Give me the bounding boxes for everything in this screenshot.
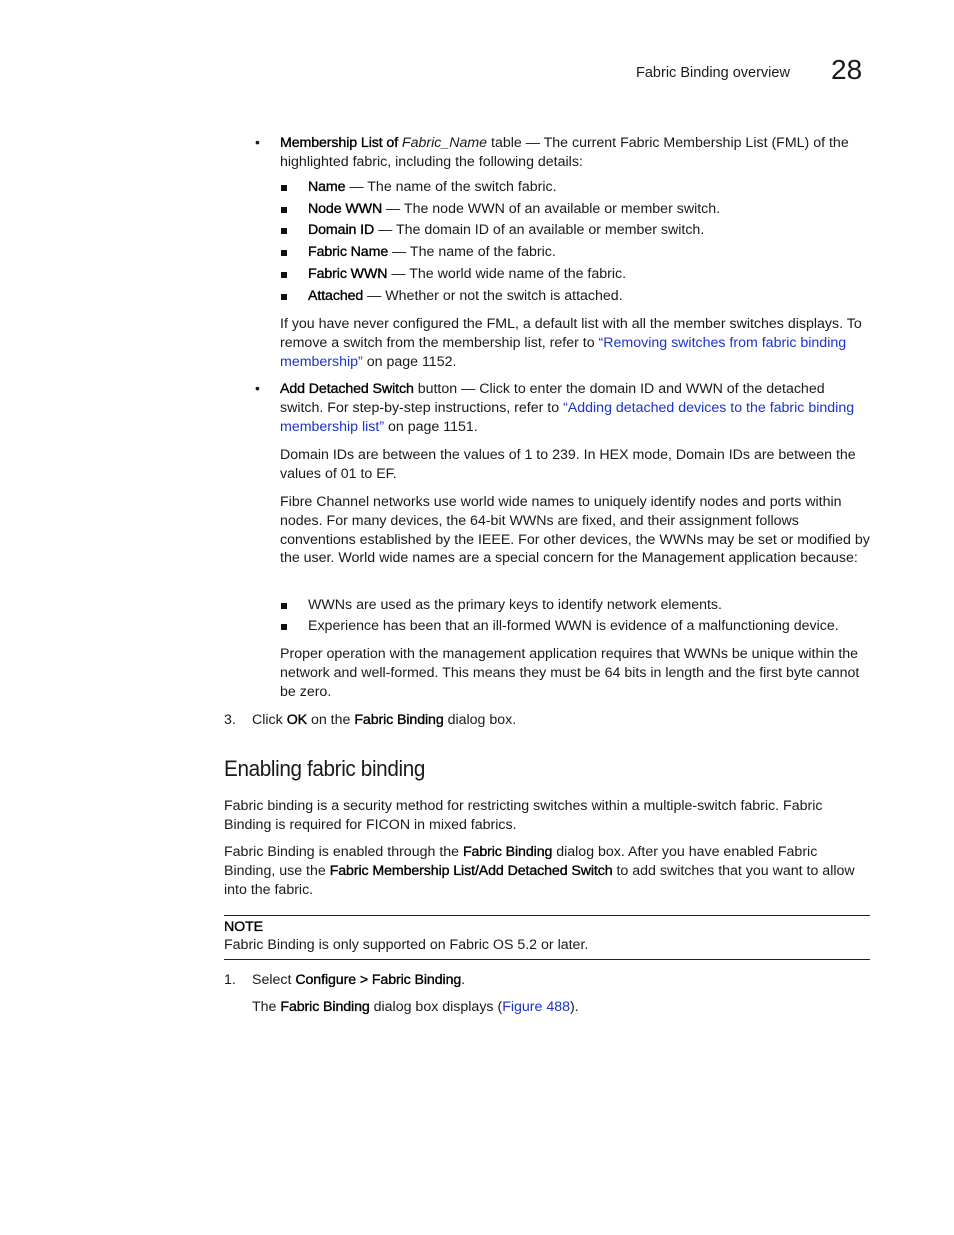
square-bullet — [281, 624, 287, 630]
step-3: Click OK on the Fabric Binding dialog box. — [252, 712, 517, 728]
chapter-number: 28 — [831, 54, 863, 85]
square-bullet — [281, 603, 287, 609]
note-bottom-rule — [224, 959, 870, 960]
bullet-dot: • — [255, 134, 260, 150]
square-bullet — [281, 228, 287, 234]
add-detached-switch-bullet: Add Detached Switch button — Click to enter the domain ID and WWN of the detached switch. For step-by-step instructions, refer to “Adding detached devices to the fabric binding membership list” on page 1151. — [280, 381, 855, 435]
intro-paragraph: Fabric binding is a security method for restricting switches within a multiple-switch fabric. Fabric Binding is required for FICON in mixed fabrics. — [224, 798, 823, 833]
removing-switches-link[interactable]: “Removing switches from fabric binding membership” — [280, 334, 847, 370]
list-item: Name — The name of the switch fabric. — [308, 179, 557, 195]
adding-detached-devices-link[interactable]: “Adding detached devices to the fabric binding membership list” — [280, 399, 855, 435]
list-item: Domain ID — The domain ID of an available or member switch. — [308, 222, 705, 238]
square-bullet — [281, 272, 287, 278]
list-item: Fabric WWN — The world wide name of the fabric. — [308, 266, 627, 282]
running-header: Fabric Binding overview — [636, 65, 790, 81]
step-number: 3. — [224, 712, 236, 728]
square-bullet — [281, 185, 287, 191]
list-item: Fabric Name — The name of the fabric. — [308, 244, 556, 260]
list-item: Node WWN — The node WWN of an available or member switch. — [308, 201, 721, 217]
note-text: Fabric Binding is only supported on Fabric OS 5.2 or later. — [224, 937, 589, 953]
square-bullet — [281, 294, 287, 300]
step-number: 1. — [224, 972, 236, 988]
square-bullet — [281, 250, 287, 256]
membership-list-bullet: Membership List of Fabric_Name table — The current Fabric Membership List (FML) of the highlighted fabric, including the following details: — [280, 135, 849, 170]
note-label: NOTE — [224, 919, 264, 935]
proper-operation-paragraph: Proper operation with the management application requires that WWNs be unique within the network and well-formed. This means they must be 64 bits in length and the first byte cannot be zero. — [280, 646, 860, 700]
figure-488-link[interactable]: Figure 488 — [502, 999, 571, 1015]
step-1: Select Configure > Fabric Binding. — [252, 972, 466, 988]
fibre-channel-paragraph: Fibre Channel networks use world wide names to uniquely identify nodes and ports within nodes. For many devices, the 64-bit WWNs are fixed, and their assignment follows conventions established by the IEEE. For other devices, the WWNs may be set or modified by the user. World wide names are a special concern for the Management application because: — [280, 494, 870, 567]
section-heading: Enabling fabric binding — [224, 756, 425, 781]
list-item: WWNs are used as the primary keys to identify network elements. — [308, 597, 722, 613]
list-item: Experience has been that an ill-formed WWN is evidence of a malfunctioning device. — [308, 618, 839, 634]
list-item: Attached — Whether or not the switch is attached. — [308, 288, 623, 304]
square-bullet — [281, 207, 287, 213]
domain-id-paragraph: Domain IDs are between the values of 1 to 239. In HEX mode, Domain IDs are between the values of 01 to EF. — [280, 447, 856, 482]
bullet-dot: • — [255, 380, 260, 396]
enabled-paragraph: Fabric Binding is enabled through the Fabric Binding dialog box. After you have enabled Fabric Binding, use the Fabric Membership List/Add Detached Switch to add switches that you want to allow into the fabric. — [224, 844, 855, 898]
note-top-rule — [224, 915, 870, 916]
fml-paragraph: If you have never configured the FML, a default list with all the member switches displays. To remove a switch from the membership list, refer to “Removing switches from fabric binding membership” on page 1152. — [280, 316, 862, 370]
step-1-result: The Fabric Binding dialog box displays (Figure 488). — [252, 999, 579, 1015]
